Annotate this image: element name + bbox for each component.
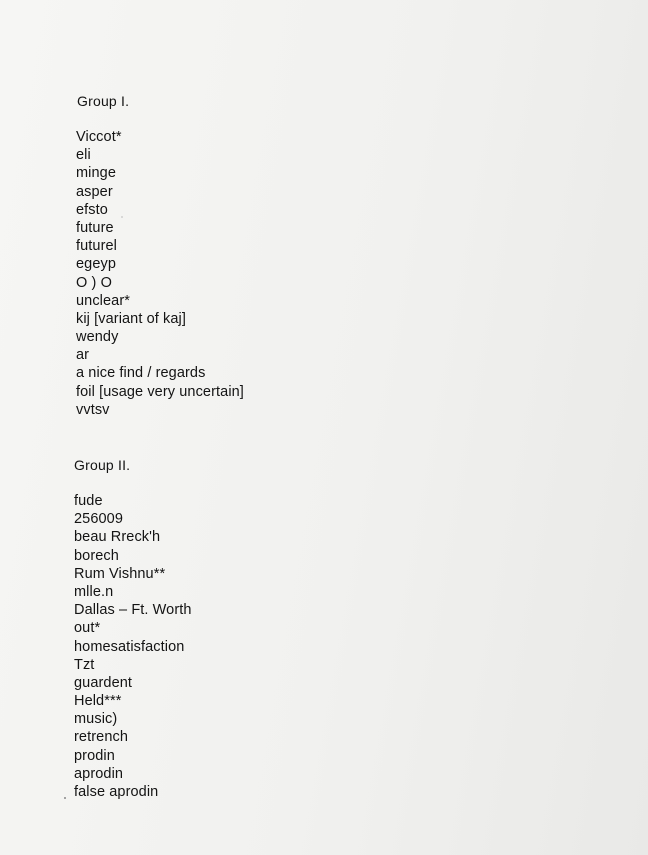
- list-item: 256009: [74, 511, 123, 528]
- list-item: unclear*: [76, 292, 130, 309]
- list-item: aprodin: [74, 765, 124, 782]
- list-item: future: [76, 219, 114, 236]
- list-item: egeyp: [76, 256, 117, 273]
- entry-list: [74, 492, 192, 801]
- list-item: mlle.n: [74, 583, 114, 600]
- group-heading: Group II.: [74, 457, 131, 473]
- list-item: false aprodin: [74, 784, 159, 800]
- list-item: a nice find / regards: [76, 365, 206, 382]
- list-item: music): [74, 711, 118, 728]
- list-item: futurel: [76, 238, 117, 255]
- list-item: minge: [76, 165, 116, 182]
- list-item: kij [variant of kaj]: [76, 310, 186, 327]
- paper-speck: [64, 797, 66, 799]
- list-item: ar: [76, 347, 90, 364]
- list-item: vvtsv: [76, 401, 110, 418]
- list-item: retrench: [74, 729, 128, 746]
- list-item: Viccot*: [76, 129, 122, 145]
- group-two: [74, 456, 192, 801]
- group-one: [77, 92, 244, 419]
- group-heading: Group I.: [77, 93, 130, 109]
- list-item: beau Rreck'h: [74, 529, 161, 546]
- list-item: Tzt: [74, 656, 95, 673]
- list-item: fude: [74, 493, 103, 509]
- list-item: borech: [74, 547, 119, 564]
- list-item: wendy: [76, 329, 119, 346]
- list-item: efsto: [76, 201, 108, 218]
- entry-list: [77, 128, 244, 419]
- list-item: Rum Vishnu**: [74, 565, 166, 582]
- list-item: prodin: [74, 747, 115, 764]
- paper-speck: [121, 216, 123, 218]
- list-item: homesatisfaction: [74, 638, 185, 655]
- list-item: eli: [76, 147, 91, 164]
- list-item: Dallas – Ft. Worth: [74, 602, 192, 619]
- list-item: O ) O: [76, 274, 112, 291]
- list-item: Held***: [74, 693, 122, 710]
- list-item: out*: [74, 620, 101, 637]
- list-item: guardent: [74, 674, 133, 691]
- list-item: asper: [76, 183, 113, 200]
- list-item: foil [usage very uncertain]: [76, 383, 244, 400]
